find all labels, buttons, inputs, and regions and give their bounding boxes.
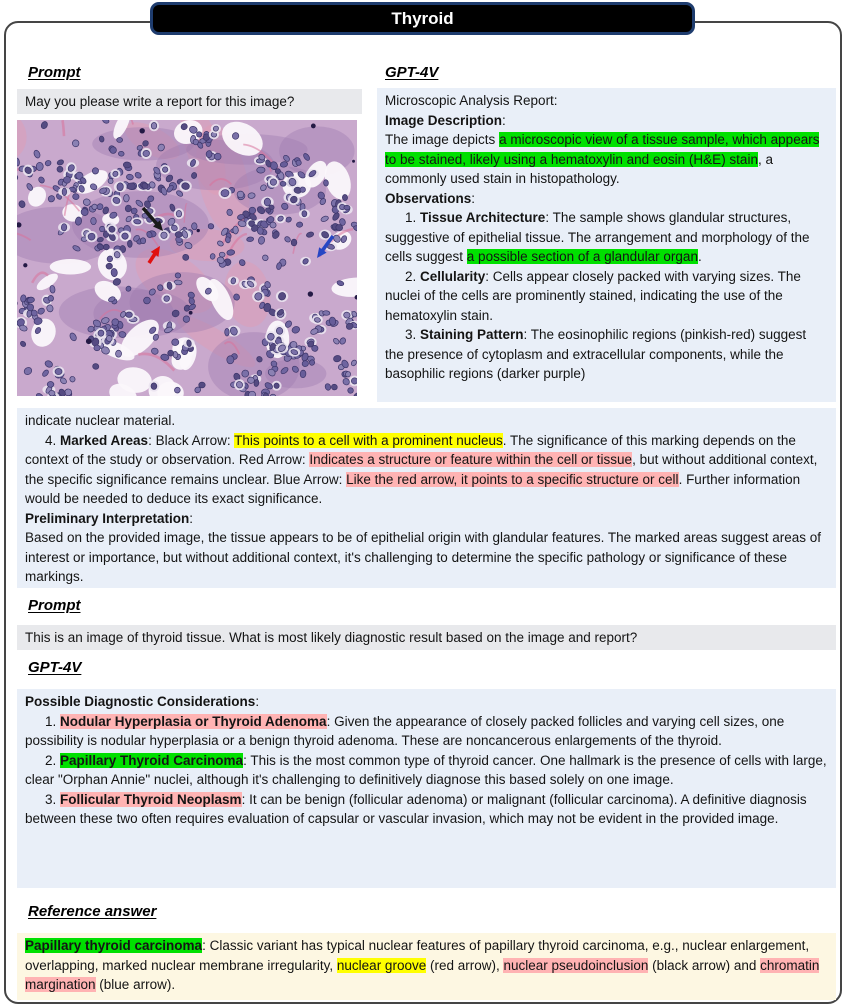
paragraph: indicate nuclear material. [25,413,176,428]
paragraph: 2. Cellularity: Cells appear closely packed with varying sizes. The nuclei of the cells are prominently stained, indicating the use of the hematoxylin stain. [385,268,801,323]
paragraph: The image depicts a microscopic view of a tissue sample, which appears to be stained, likely using a hematoxylin and eosin (H&E) stain, a commonly used stain in histopathology. [385,132,820,186]
gpt4v-response-2 [17,689,836,888]
gpt4v-response-1-continued [17,408,836,588]
gpt4v-response-1 [377,88,836,402]
paragraph: 1. Tissue Architecture: The sample shows glandular structures, suggestive of epithelial tissue. The arrangement and morphology of the cells suggest a possible section of a glandular organ. [385,210,810,264]
paragraph: Preliminary Interpretation: [25,510,194,526]
histology-image [17,120,357,396]
paragraph: 2. Papillary Thyroid Carcinoma: This is the most common type of thyroid cancer. One hallmark is the presence of cells with large, clear "Orphan Annie" nuclei, although it's challenging to definitively diagnose this based solely on one image. [25,752,827,787]
paragraph: Observations: [385,190,476,206]
gpt4v-heading-2: GPT-4V [28,659,82,676]
reference-answer-heading: Reference answer [28,903,157,920]
paragraph: 3. Follicular Thyroid Neoplasm: It can be benign (follicular adenoma) or malignant (follicular carcinoma). A definitive diagnosis between these two often requires evaluation of capsular or vascular invasion, which may not be evident in the provided image. [25,791,807,826]
prompt-box-2: This is an image of thyroid tissue. What is most likely diagnostic result based on the image and report? [17,625,836,650]
paragraph: Possible Diagnostic Considerations: [25,694,260,709]
paragraph: Image Description: [385,112,506,128]
paragraph: Based on the provided image, the tissue appears to be of epithelial origin with glandular features. The marked areas suggest areas of interest or importance, but without additional context, it's challenging to determine the specific pathology or significance of these markings. [25,530,821,584]
prompt-box-1: May you please write a report for this image? [17,89,362,114]
gpt4v-heading-1: GPT-4V [385,64,439,81]
paragraph: Microscopic Analysis Report: [385,93,558,108]
paragraph: 1. Nodular Hyperplasia or Thyroid Adenoma: Given the appearance of closely packed follicles and varying cell sizes, one possibility is nodular hyperplasia or a benign thyroid adenoma. These are noncancerous enlargements of the thyroid. [25,713,785,748]
reference-answer-box [17,933,836,1000]
paragraph: Papillary thyroid carcinoma: Classic variant has typical nuclear features of papillary thyroid carcinoma, e.g., nuclear enlargement, overlapping, marked nuclear membrane irregularity, nuclear groove (red arrow), nuclear pseudoinclusion (black arrow) and chromatin margination (blue arrow). [25,938,820,992]
paragraph: 4. Marked Areas: Black Arrow: This points to a cell with a prominent nucleus. The significance of this marking depends on the context of the study or observation. Red Arrow: Indicates a structure or feature within the cell or tissue, but without additional context, the specific significance remains unclear. Blue Arrow: Like the red arrow, it points to a specific structure or cell. Further information would be needed to deduce its exact significance. [25,432,818,506]
paragraph: 3. Staining Pattern: The eosinophilic regions (pinkish-red) suggest the presence of cytoplasm and extracellular components, while the basophilic regions (darker purple) [385,327,807,381]
prompt-heading-2: Prompt [28,597,81,614]
page-title: Thyroid [150,2,695,35]
prompt-heading-1: Prompt [28,64,81,81]
